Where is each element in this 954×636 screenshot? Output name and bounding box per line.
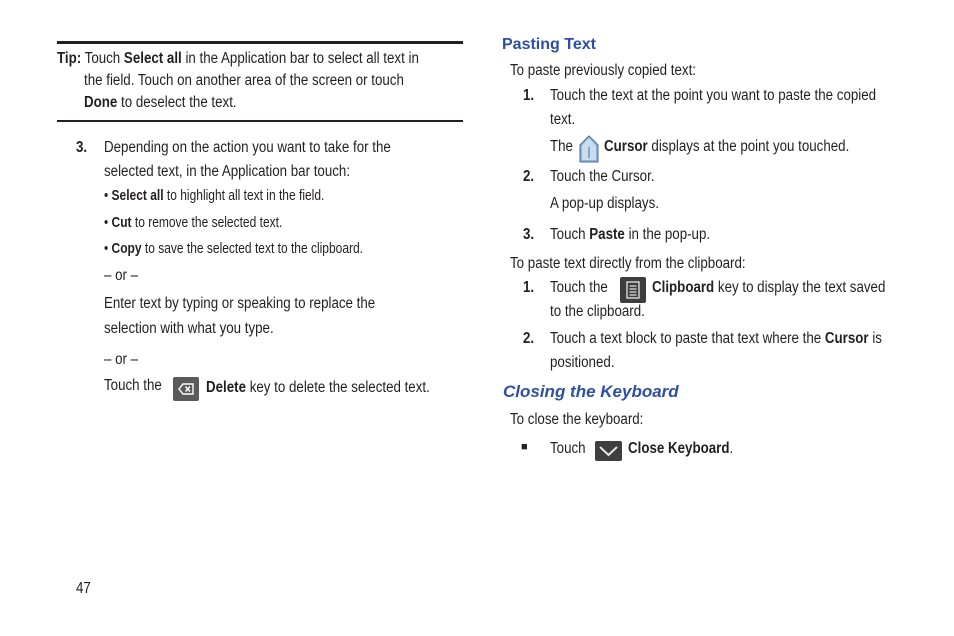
step-3-line-2: selected text, in the Application bar touch: (104, 163, 351, 180)
closing-keyboard-heading: Closing the Keyboard (503, 382, 679, 401)
clipboard-icon (620, 277, 646, 303)
clip-step-2-number: 2. (523, 330, 535, 347)
clip-step-1-rest: Clipboard key to display the text saved (652, 279, 886, 296)
clipboard-key-icon (620, 277, 646, 303)
popup-line: A pop-up displays. (550, 195, 659, 212)
paste-step-1-number: 1. (523, 87, 535, 104)
tip-top-rule (57, 41, 463, 44)
clipboard-intro: To paste text directly from the clipboard: (510, 255, 746, 272)
cursor-line-label: The (550, 138, 573, 155)
paste-step-2-number: 2. (523, 168, 535, 185)
cursor-line-rest: Cursor displays at the point you touched. (604, 138, 850, 155)
closing-bullet: ■ (521, 441, 528, 453)
page-number: 47 (76, 580, 91, 597)
closing-touch-label: Touch (550, 440, 586, 457)
bullet-select-all: • Select all to highlight all text in the field. (104, 187, 325, 204)
clip-step-1-label: Touch the (550, 279, 608, 296)
chevron-down-icon (595, 441, 622, 461)
or-separator-1: – or – (104, 267, 139, 284)
paste-step-3-number: 3. (523, 226, 535, 243)
bullet-copy: • Copy to save the selected text to the clipboard. (104, 240, 364, 257)
enter-text-line-2: selection with what you type. (104, 320, 274, 337)
close-keyboard-key-icon (595, 441, 622, 461)
tip-line-3: Done to deselect the text. (84, 94, 237, 111)
bullet-cut: • Cut to remove the selected text. (104, 214, 283, 231)
delete-line: Touch the (104, 377, 162, 394)
tip-label: Tip: (57, 50, 82, 67)
enter-text-line-1: Enter text by typing or speaking to replace the (104, 295, 376, 312)
paste-step-1-line-1: Touch the text at the point you want to paste the copied (550, 87, 877, 104)
backspace-icon (173, 377, 199, 401)
delete-key-icon (173, 377, 199, 401)
step-3-number: 3. (76, 139, 88, 156)
paste-step-2-line-1: Touch the Cursor. (550, 168, 655, 185)
cursor-handle-icon (579, 135, 599, 163)
pasting-intro: To paste previously copied text: (510, 62, 696, 79)
paste-step-1-line-2: text. (550, 111, 576, 128)
clip-step-2-line-2: positioned. (550, 354, 615, 371)
closing-touch-rest: Close Keyboard. (628, 440, 734, 457)
pasting-text-heading: Pasting Text (502, 36, 596, 53)
tip-bottom-rule (57, 120, 463, 122)
cursor-icon (579, 135, 599, 163)
delete-line-rest: Delete key to delete the selected text. (206, 379, 430, 396)
or-separator-2: – or – (104, 351, 139, 368)
clip-step-1-line-2: to the clipboard. (550, 303, 645, 320)
clip-step-2-line-1: Touch a text block to paste that text where the Cursor is (550, 330, 882, 347)
paste-step-3-line: Touch Paste in the pop-up. (550, 226, 711, 243)
tip-line-2: the field. Touch on another area of the screen or touch (84, 72, 404, 89)
closing-intro: To close the keyboard: (510, 411, 644, 428)
tip-line-1: Tip: Touch Select all in the Application bar to select all text in (57, 50, 419, 67)
step-3-line-1: Depending on the action you want to take for the (104, 139, 391, 156)
clip-step-1-number: 1. (523, 279, 535, 296)
